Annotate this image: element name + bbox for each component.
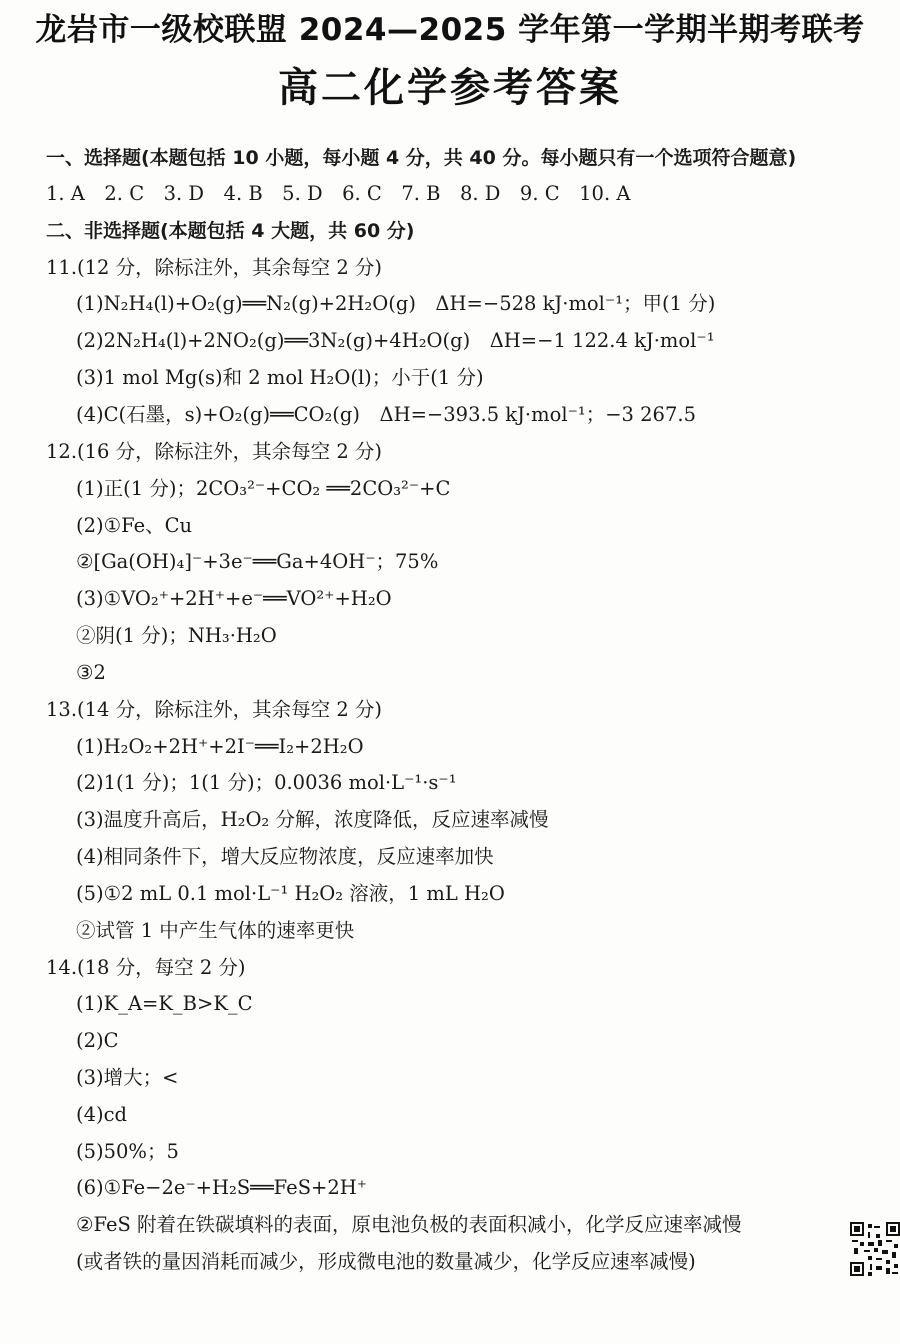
q12-answer-2a: (2)①Fe、Cu xyxy=(76,514,193,537)
document-title: 龙岩市一级校联盟 2024—2025 学年第一学期半期考联考 xyxy=(35,12,865,48)
q13-answer-5b: ②试管 1 中产生气体的速率更快 xyxy=(76,919,355,942)
choice-answers: 1. A 2. C 3. D 4. B 5. D 6. C 7. B 8. D 9. C 10. A xyxy=(46,182,631,205)
q13-answer-4: (4)相同条件下，增大反应物浓度，反应速率加快 xyxy=(76,845,494,868)
q14-answer-1: (1)K_A=K_B>K_C xyxy=(76,992,253,1015)
q12-answer-3a: (3)①VO₂⁺+2H⁺+e⁻══VO²⁺+H₂O xyxy=(76,587,392,610)
q12-answer-3b: ②阴(1 分)；NH₃·H₂O xyxy=(76,624,277,647)
q12-answer-3c: ③2 xyxy=(76,661,106,684)
q13-answer-1: (1)H₂O₂+2H⁺+2I⁻══I₂+2H₂O xyxy=(76,735,364,758)
q13-answer-2: (2)1(1 分)；1(1 分)；0.0036 mol·L⁻¹·s⁻¹ xyxy=(76,771,457,794)
q11-answer-2: (2)2N₂H₄(l)+2NO₂(g)══3N₂(g)+4H₂O(g) ΔH=−1 122.4 kJ·mol⁻¹ xyxy=(76,329,715,352)
q11-answer-3: (3)1 mol Mg(s)和 2 mol H₂O(l)；小于(1 分) xyxy=(76,366,484,389)
q13-heading: 13.(14 分，除标注外，其余每空 2 分) xyxy=(46,698,383,721)
section-heading-choice: 一、选择题(本题包括 10 小题，每小题 4 分，共 40 分。每小题只有一个选项符合题意) xyxy=(46,147,797,169)
q12-answer-1: (1)正(1 分)；2CO₃²⁻+CO₂ ══2CO₃²⁻+C xyxy=(76,477,451,500)
q12-answer-2b: ②[Ga(OH)₄]⁻+3e⁻══Ga+4OH⁻；75% xyxy=(76,550,439,573)
qr-code-icon xyxy=(850,1222,900,1276)
section-heading-nonchoice: 二、非选择题(本题包括 4 大题，共 60 分) xyxy=(46,220,415,242)
q14-answer-6b-alt: (或者铁的量因消耗而减少，形成微电池的数量减少，化学反应速率减慢) xyxy=(76,1250,696,1273)
q14-answer-4: (4)cd xyxy=(76,1103,128,1126)
q14-answer-6b: ②FeS 附着在铁碳填料的表面，原电池负极的表面积减小，化学反应速率减慢 xyxy=(76,1213,742,1236)
q11-heading: 11.(12 分，除标注外，其余每空 2 分) xyxy=(46,256,383,279)
q14-answer-5: (5)50%；5 xyxy=(76,1140,179,1163)
q11-answer-1: (1)N₂H₄(l)+O₂(g)══N₂(g)+2H₂O(g) ΔH=−528 kJ·mol⁻¹；甲(1 分) xyxy=(76,292,716,315)
q14-answer-2: (2)C xyxy=(76,1029,119,1052)
q11-answer-4: (4)C(石墨，s)+O₂(g)══CO₂(g) ΔH=−393.5 kJ·mol⁻¹；−3 267.5 xyxy=(76,403,696,426)
q14-answer-3: (3)增大；< xyxy=(76,1066,179,1089)
q14-answer-6a: (6)①Fe−2e⁻+H₂S══FeS+2H⁺ xyxy=(76,1176,368,1199)
document-subtitle: 高二化学参考答案 xyxy=(278,65,622,111)
q12-heading: 12.(16 分，除标注外，其余每空 2 分) xyxy=(46,440,383,463)
q14-heading: 14.(18 分，每空 2 分) xyxy=(46,956,246,979)
q13-answer-3: (3)温度升高后，H₂O₂ 分解，浓度降低，反应速率减慢 xyxy=(76,808,549,831)
q13-answer-5a: (5)①2 mL 0.1 mol·L⁻¹ H₂O₂ 溶液，1 mL H₂O xyxy=(76,882,505,905)
